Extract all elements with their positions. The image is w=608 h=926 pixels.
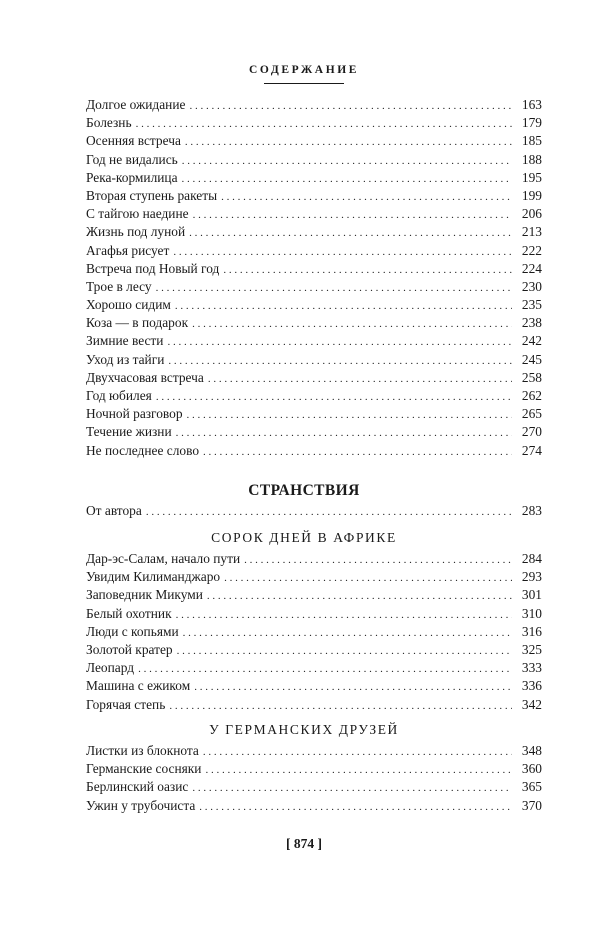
dot-leader — [156, 388, 512, 406]
running-head-rule — [264, 83, 344, 84]
dot-leader — [193, 206, 512, 224]
toc-entry-title: Увидим Килиманджаро — [86, 569, 221, 585]
toc-list-africa — [86, 550, 542, 714]
toc-entry-title: Белый охотник — [86, 605, 172, 621]
toc-entry — [86, 550, 542, 568]
dot-leader — [177, 642, 512, 660]
toc-entry-title: Жизнь под луной — [86, 224, 186, 240]
toc-entry-page-number: 265 — [521, 406, 542, 422]
toc-entry-title: Год юбилея — [86, 388, 152, 403]
toc-entry — [86, 169, 542, 187]
toc-entry-page-number: 336 — [521, 678, 542, 694]
toc-entry-title: Горячая степь — [86, 696, 166, 712]
section-heading-germany: У ГЕРМАНСКИХ ДРУЗЕЙ — [209, 722, 399, 737]
dot-leader — [168, 352, 512, 370]
dot-leader — [176, 424, 512, 442]
toc-entry-page-number: 348 — [521, 743, 542, 758]
toc-entry — [86, 96, 542, 114]
toc-entry-title: Болезнь — [86, 115, 132, 131]
dot-leader — [176, 606, 512, 624]
toc-entry — [86, 332, 542, 350]
dot-leader — [189, 224, 512, 242]
toc-entry-page-number: 316 — [521, 623, 542, 639]
toc-entry-page-number: 283 — [521, 503, 542, 518]
dot-leader — [175, 297, 512, 315]
toc-list-part1 — [86, 96, 542, 460]
toc-entry-page-number: 206 — [521, 206, 542, 222]
toc-entry — [86, 677, 542, 695]
toc-entry — [86, 405, 542, 423]
toc-entry — [86, 568, 542, 586]
toc-entry — [86, 623, 542, 641]
toc-entry-page-number: 270 — [521, 424, 542, 440]
toc-entry-page-number: 213 — [521, 224, 542, 240]
toc-entry-title: Дар-эс-Салам, начало пути — [86, 551, 241, 566]
dot-leader — [192, 779, 512, 797]
toc-entry-page-number: 310 — [521, 605, 542, 621]
toc-entry — [86, 151, 542, 169]
dot-leader — [167, 333, 512, 351]
toc-entry-title: Трое в лесу — [86, 278, 152, 294]
dot-leader — [244, 551, 512, 569]
dot-leader — [223, 261, 512, 279]
toc-entry-title: Вторая ступень ракеты — [86, 187, 218, 203]
toc-entry-title: Берлинский оазис — [86, 779, 189, 795]
toc-entry-page-number: 195 — [521, 169, 542, 185]
toc-entry-title: Зимние вести — [86, 333, 164, 349]
dot-leader — [169, 697, 512, 715]
toc-entry — [86, 114, 542, 132]
toc-entry-title: Река-кормилица — [86, 169, 178, 185]
toc-list-part2-intro — [86, 502, 542, 520]
toc-entry-page-number: 284 — [521, 551, 542, 566]
toc-entry-title: Агафья рисует — [86, 242, 170, 258]
toc-entry-title: Хорошо сидим — [86, 297, 171, 313]
toc-entry-title: Год не видались — [86, 151, 178, 167]
dot-leader — [156, 279, 512, 297]
dot-leader — [136, 115, 512, 133]
toc-entry — [86, 205, 542, 223]
running-head: СОДЕРЖАНИЕ — [248, 64, 360, 76]
toc-entry-title: Долгое ожидание — [86, 97, 186, 112]
toc-entry-page-number: 342 — [521, 696, 542, 712]
dot-leader — [182, 170, 512, 188]
toc-entry-page-number: 185 — [521, 133, 542, 149]
toc-entry-title: От автора — [86, 503, 142, 518]
dot-leader — [138, 660, 512, 678]
dot-leader — [208, 370, 512, 388]
toc-entry — [86, 423, 542, 441]
toc-entry-page-number: 258 — [521, 369, 542, 385]
toc-entry-page-number: 325 — [521, 641, 542, 657]
toc-entry-title: Осенняя встреча — [86, 133, 181, 149]
toc-entry-title: Ночной разговор — [86, 406, 183, 422]
toc-entry-page-number: 199 — [521, 187, 542, 203]
toc-entry-page-number: 333 — [521, 660, 542, 676]
toc-entry-page-number: 262 — [521, 388, 542, 403]
dot-leader — [203, 443, 512, 461]
toc-list-germany — [86, 742, 542, 815]
toc-entry-page-number: 293 — [521, 569, 542, 585]
toc-entry-title: Леопард — [86, 660, 135, 676]
toc-entry — [86, 605, 542, 623]
toc-entry-title: Двухчасовая встреча — [86, 369, 204, 385]
toc-entry — [86, 132, 542, 150]
toc-entry — [86, 659, 542, 677]
toc-entry — [86, 760, 542, 778]
dot-leader — [182, 152, 512, 170]
dot-leader — [146, 503, 512, 521]
dot-leader — [207, 587, 512, 605]
toc-entry-page-number: 245 — [521, 351, 542, 367]
toc-entry — [86, 778, 542, 796]
dot-leader — [194, 678, 512, 696]
toc-entry-page-number: 365 — [521, 779, 542, 795]
toc-entry-title: Встреча под Новый год — [86, 260, 220, 276]
dot-leader — [185, 133, 512, 151]
dot-leader — [192, 315, 512, 333]
toc-entry-page-number: 222 — [521, 242, 542, 258]
toc-entry-title: Заповедник Микуми — [86, 587, 203, 603]
toc-entry-title: Уход из тайги — [86, 351, 165, 367]
dot-leader — [189, 97, 512, 115]
toc-entry — [86, 296, 542, 314]
toc-entry-page-number: 238 — [521, 315, 542, 331]
toc-entry-page-number: 242 — [521, 333, 542, 349]
toc-entry — [86, 641, 542, 659]
toc-entry-title: Течение жизни — [86, 424, 172, 440]
toc-entry — [86, 442, 542, 460]
toc-entry-page-number: 370 — [521, 797, 542, 813]
dot-leader — [173, 243, 512, 261]
toc-entry — [86, 187, 542, 205]
toc-entry — [86, 242, 542, 260]
toc-entry — [86, 314, 542, 332]
toc-entry — [86, 696, 542, 714]
toc-entry-title: Германские сосняки — [86, 761, 202, 777]
page-number: [ 874 ] — [286, 836, 322, 851]
toc-entry-page-number: 230 — [521, 278, 542, 294]
toc-entry-title: Коза — в подарок — [86, 315, 189, 331]
toc-entry — [86, 797, 542, 815]
dot-leader — [183, 624, 512, 642]
toc-entry — [86, 387, 542, 405]
toc-entry-title: С тайгою наедине — [86, 206, 189, 222]
toc-entry-page-number: 360 — [521, 761, 542, 777]
dot-leader — [224, 569, 512, 587]
toc-entry — [86, 502, 542, 520]
toc-entry — [86, 369, 542, 387]
toc-entry-title: Листки из блокнота — [86, 743, 199, 758]
toc-entry — [86, 223, 542, 241]
toc-entry — [86, 586, 542, 604]
toc-entry-page-number: 235 — [521, 297, 542, 313]
toc-entry-title: Золотой кратер — [86, 641, 173, 657]
toc-entry-title: Люди с копьями — [86, 623, 179, 639]
toc-entry-page-number: 274 — [521, 442, 542, 458]
dot-leader — [187, 406, 512, 424]
dot-leader — [203, 743, 512, 761]
dot-leader — [221, 188, 512, 206]
toc-entry — [86, 351, 542, 369]
toc-entry-title: Ужин у трубочиста — [86, 797, 196, 813]
toc-entry — [86, 742, 542, 760]
toc-entry — [86, 278, 542, 296]
toc-entry-page-number: 179 — [521, 115, 542, 131]
toc-entry-title: Машина с ежиком — [86, 678, 191, 694]
section-heading-africa: СОРОК ДНЕЙ В АФРИКЕ — [211, 530, 397, 545]
dot-leader — [205, 761, 512, 779]
toc-entry — [86, 260, 542, 278]
toc-entry-page-number: 301 — [521, 587, 542, 603]
dot-leader — [199, 798, 512, 816]
toc-entry-page-number: 224 — [521, 260, 542, 276]
toc-entry-title: Не последнее слово — [86, 442, 200, 458]
part-heading: СТРАНСТВИЯ — [248, 482, 360, 499]
toc-entry-page-number: 188 — [521, 151, 542, 167]
toc-entry-page-number: 163 — [521, 97, 542, 112]
